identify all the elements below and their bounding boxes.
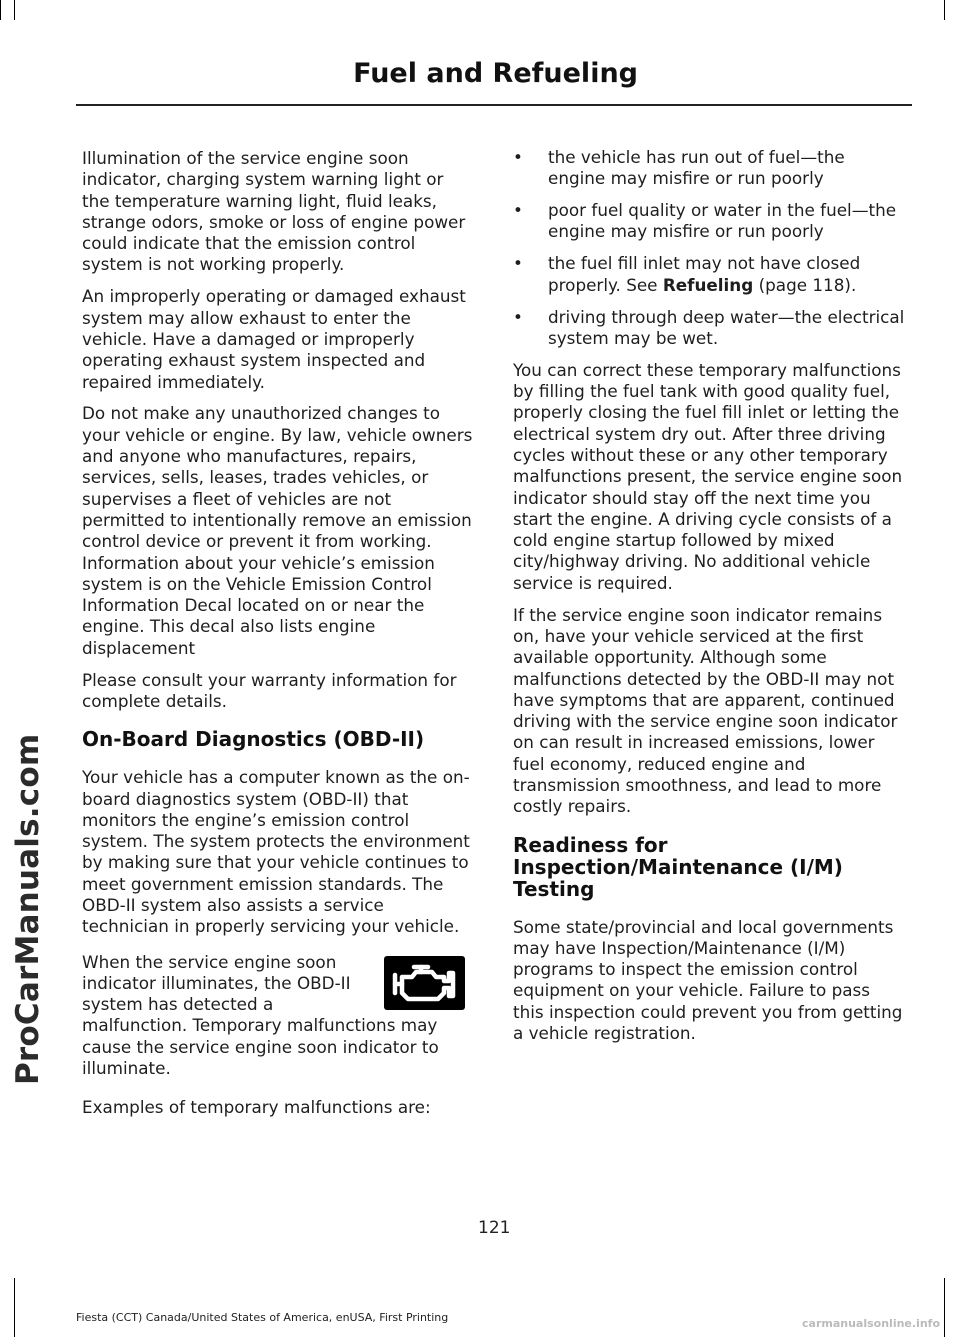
temporary-malfunctions-list — [513, 147, 905, 349]
list-item — [513, 253, 905, 296]
side-watermark: ProCarManuals.com — [10, 733, 46, 1085]
right-column — [513, 147, 905, 1055]
paragraph: Examples of temporary malfunctions are: — [82, 1097, 431, 1118]
paragraph: If the service engine soon indicator remains on, have your vehicle serviced at the first available opportunity. Although some malfunctions detected by the OBD-II may not have symptoms that are apparent, continued driving with the service engine soon indicator on can result in increased emissions, lower fuel economy, reduced engine and transmission smoothness, and lead to more costly repairs. — [513, 604, 898, 817]
paragraph: Illumination of the service engine soon indicator, charging system warning light or the temperature warning light, fluid leaks, strange odors, smoke or loss of engine power could indicate that the emission control system is not working properly. — [82, 148, 466, 275]
list-item: • the vehicle has run out of fuel—the engine may misfire or run poorly — [513, 147, 905, 190]
list-item-text: the fuel fill inlet may not have closed properly. See — [548, 253, 861, 295]
crop-mark — [944, 1278, 945, 1337]
header-divider — [76, 104, 912, 106]
paragraph: Some state/provincial and local governments may have Inspection/Maintenance (I/M) programs to inspect the emission control equipment on your vehicle. Failure to pass this inspection could prevent you from getting a vehicle registration. — [513, 916, 903, 1044]
section-heading-obd: On-Board Diagnostics (OBD-II) — [82, 727, 425, 752]
footer-text: Fiesta (CCT) Canada/United States of America, enUSA, First Printing — [76, 1311, 449, 1324]
section-heading-readiness: Readiness for Inspection/Maintenance (I/M) Testing — [513, 832, 843, 901]
crop-mark — [0, 0, 1, 20]
check-engine-icon — [384, 956, 465, 1010]
list-item-text: (page 118). — [753, 274, 857, 295]
refueling-link[interactable]: Refueling — [662, 274, 754, 295]
paragraph: You can correct these temporary malfunctions by filling the fuel tank with good quality fuel, properly closing the fuel fill inlet or letting the electrical system dry out. After three driving cycles without these or any other temporary malfunctions present, the service engine soon indicator should stay off the next time you start the engine. A driving cycle consists of a cold engine startup followed by mixed city/highway driving. No additional vehicle service is required. — [513, 359, 903, 593]
left-column — [82, 148, 474, 1129]
page-number: 121 — [478, 1218, 511, 1238]
crop-mark — [14, 1278, 15, 1337]
paragraph: Your vehicle has a computer known as the on-board diagnostics system (OBD-II) that monitors the engine’s emission control system. The system protects the environment by making sure that your vehicle continues to meet government emission standards. The OBD-II system also assists a service technician in properly servicing your vehicle. — [82, 767, 470, 937]
crop-mark — [944, 0, 945, 20]
paragraph: Please consult your warranty information for complete details. — [82, 669, 457, 711]
paragraph: Do not make any unauthorized changes to your vehicle or engine. By law, vehicle owners and anyone who manufactures, repairs, services, sells, leases, trades vehicles, or supervises a fleet of vehicles are not permitted to intentionally remove an emission control device or prevent it from working. Information about your vehicle’s emission system is on the Vehicle Emission Control Information Decal located on or near the engine. This decal also lists engine displacement — [82, 403, 473, 658]
paragraph-with-icon — [82, 952, 474, 1080]
page-title: Fuel and Refueling — [353, 58, 638, 89]
footer-site-watermark: carmanualsonline.info — [802, 1317, 940, 1330]
crop-mark — [14, 0, 15, 20]
paragraph-text: When the service engine soon indicator illuminates, the OBD-II system has detected a malfunction. Temporary malfunctions may cause the service engine soon indicator to illuminate. — [82, 951, 439, 1079]
paragraph: An improperly operating or damaged exhaust system may allow exhaust to enter the vehicle. Have a damaged or improperly operating exhaust system inspected and repaired immediately. — [82, 286, 466, 392]
list-item: • poor fuel quality or water in the fuel—the engine may misfire or run poorly — [513, 200, 905, 243]
list-item: • driving through deep water—the electrical system may be wet. — [513, 307, 905, 350]
